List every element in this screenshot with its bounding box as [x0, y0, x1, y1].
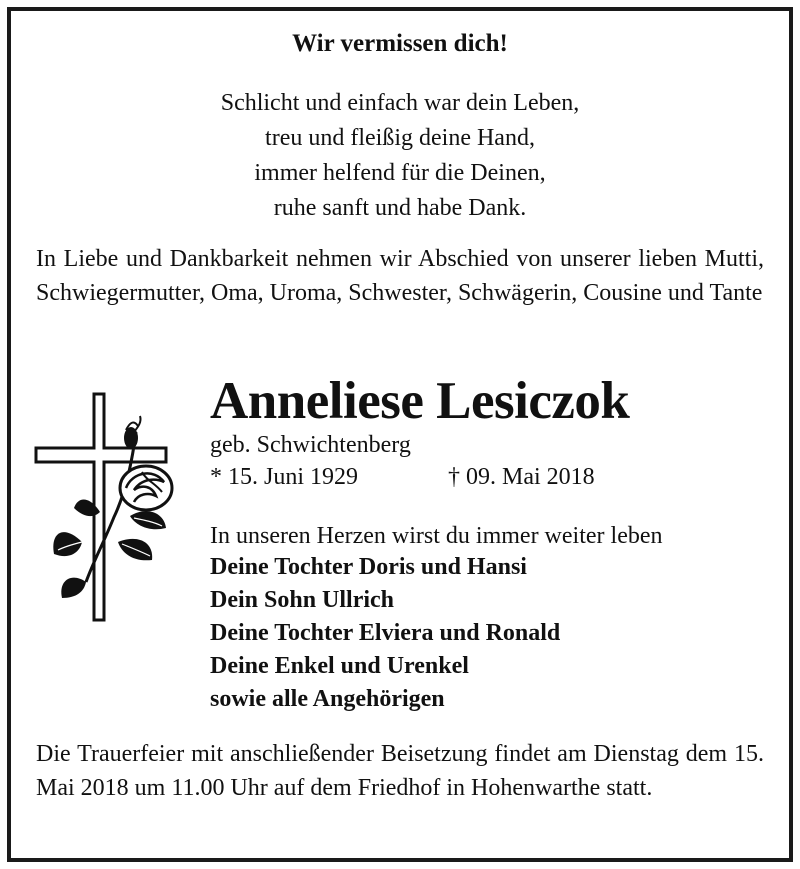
death-date: † 09. Mai 2018	[448, 464, 595, 490]
birth-date: * 15. Juni 1929	[210, 464, 359, 490]
mourner-line: Deine Tochter Elviera und Ronald	[210, 620, 561, 646]
cross-with-rose-icon	[34, 392, 174, 624]
deceased-name: Anneliese Lesiczok	[210, 372, 630, 430]
poem-line: ruhe sanft und habe Dank.	[273, 195, 527, 221]
birth-name: geb. Schwichtenberg	[210, 432, 411, 458]
poem-line: Schlicht und einfach war dein Leben,	[220, 90, 580, 116]
mourner-line: Deine Tochter Doris und Hansi	[210, 554, 527, 580]
mourner-line: Dein Sohn Ullrich	[210, 587, 395, 613]
intro-text: In Liebe und Dankbarkeit nehmen wir Abschied von unserer lieben Mutti, Schwiegermutter, Oma, Uroma, Schwester, Schwägerin, Cousine und Tante	[36, 246, 764, 306]
mourner-line: Deine Enkel und Urenkel	[210, 653, 469, 679]
poem-line: immer helfend für die Deinen,	[254, 160, 546, 186]
life-dates	[210, 464, 595, 491]
closing-line: In unseren Herzen wirst du immer weiter leben	[210, 523, 663, 549]
mourner-line: sowie alle Angehörigen	[210, 686, 445, 712]
funeral-notice: Die Trauerfeier mit anschließender Beisetzung findet am Dienstag dem 15. Mai 2018 um 11.00 Uhr auf dem Friedhof in Hohenwarthe statt.	[36, 741, 764, 801]
poem-line: treu und fleißig deine Hand,	[265, 125, 535, 151]
poem	[0, 86, 800, 226]
mourners-list	[210, 551, 560, 716]
heading: Wir vermissen dich!	[292, 30, 508, 57]
